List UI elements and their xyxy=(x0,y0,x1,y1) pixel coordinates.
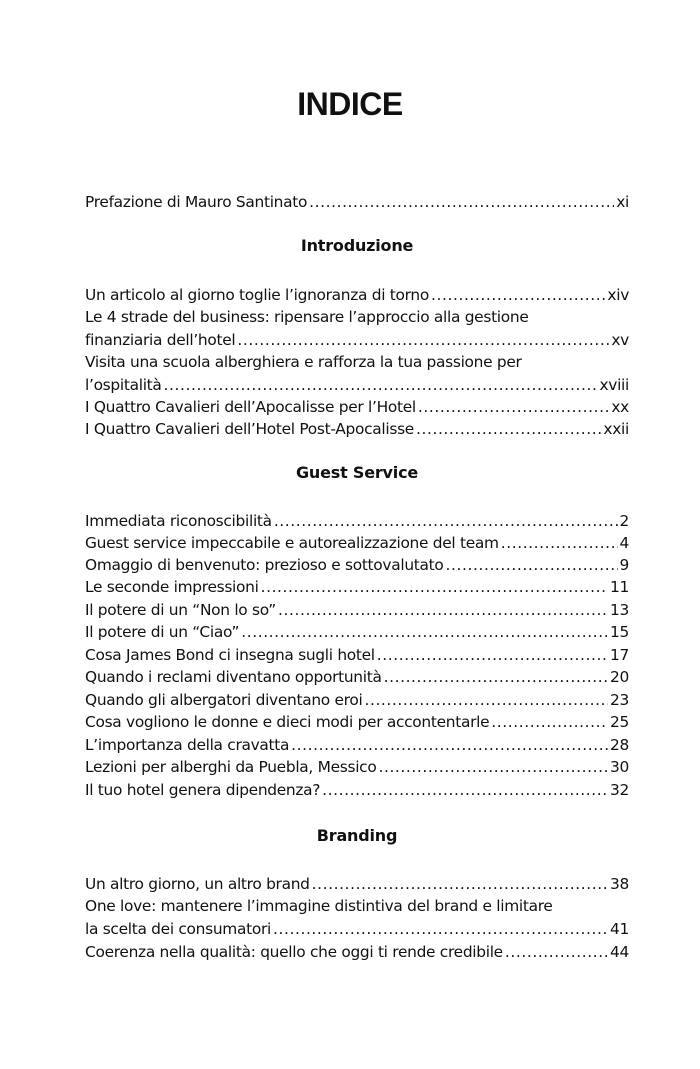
toc-entry-page: xx xyxy=(611,398,629,416)
dot-leader xyxy=(378,756,608,779)
dot-leader xyxy=(416,418,601,441)
section-heading-branding: Branding xyxy=(316,826,398,845)
dot-leader xyxy=(274,510,618,533)
toc-entry-title: Omaggio di benvenuto: prezioso e sottovalutato xyxy=(85,556,444,574)
toc-entry-title: I Quattro Cavalieri dell’Hotel Post-Apocalisse xyxy=(85,420,414,438)
dot-leader xyxy=(491,711,608,734)
toc-entry-title: Le seconde impressioni xyxy=(85,578,259,596)
page-title: INDICE xyxy=(297,86,403,122)
toc-entry-page: 9 xyxy=(619,556,629,574)
toc-entry xyxy=(85,306,629,351)
toc-entry-title: l’ospitalità xyxy=(85,375,162,394)
toc-entry xyxy=(85,599,629,622)
toc-entry-title: Coerenza nella qualità: quello che oggi ti rende credibile xyxy=(85,943,503,961)
toc-entry-page: 23 xyxy=(610,691,629,709)
toc-entry xyxy=(85,756,629,779)
section-heading-introduzione: Introduzione xyxy=(300,236,414,255)
section-heading-guest-service: Guest Service xyxy=(295,463,419,482)
dot-leader xyxy=(377,644,608,667)
dot-leader xyxy=(237,329,609,352)
toc-entry xyxy=(85,532,629,555)
toc-entry xyxy=(85,941,629,964)
toc-entry xyxy=(85,895,629,940)
toc-entry-title: la scelta dei consumatori xyxy=(85,919,271,938)
toc-entry-title: I Quattro Cavalieri dell’Apocalisse per l’Hotel xyxy=(85,398,416,416)
toc-entry-title: Il potere di un “Ciao” xyxy=(85,623,240,641)
toc-entry-page: 32 xyxy=(610,781,629,799)
toc-entry xyxy=(85,711,629,734)
dot-leader xyxy=(309,191,614,214)
dot-leader xyxy=(505,941,608,964)
toc-entry-page: 30 xyxy=(610,758,629,776)
toc-entry-page: 28 xyxy=(610,736,629,754)
toc-entry-title: Quando i reclami diventano opportunità xyxy=(85,668,382,686)
toc-entry-page: xxii xyxy=(603,420,629,438)
toc-entry-title: Cosa James Bond ci insegna sugli hotel xyxy=(85,646,375,664)
toc-entry-page: 41 xyxy=(610,919,629,938)
toc-entry xyxy=(85,644,629,667)
toc-entry-page: 15 xyxy=(610,623,629,641)
toc-entry-title-line: Le 4 strade del business: ripensare l’approccio alla gestione xyxy=(85,308,529,326)
toc-entry-preface xyxy=(85,191,629,214)
dot-leader xyxy=(364,689,608,712)
toc-entry-title: finanziaria dell’hotel xyxy=(85,330,236,349)
toc-entry-title: Immediata riconoscibilità xyxy=(85,512,272,530)
toc-entry-title: Cosa vogliono le donne e dieci modi per accontentarle xyxy=(85,713,490,731)
toc-entry-page: 20 xyxy=(610,668,629,686)
toc-entry-page: 4 xyxy=(619,534,629,552)
toc-entry xyxy=(85,396,629,419)
toc-entry xyxy=(85,351,629,396)
dot-leader xyxy=(312,873,608,896)
toc-entry-title: Prefazione di Mauro Santinato xyxy=(85,193,308,211)
toc-entry-page: 38 xyxy=(610,875,629,893)
toc-entry-title: Il tuo hotel genera dipendenza? xyxy=(85,781,321,799)
toc-entry-page: xv xyxy=(611,330,629,349)
toc-entry-page: 25 xyxy=(610,713,629,731)
toc-entry-title: Lezioni per alberghi da Puebla, Messico xyxy=(85,758,377,776)
dot-leader xyxy=(446,554,618,577)
toc-entry xyxy=(85,510,629,533)
toc-entry-page: 11 xyxy=(610,578,629,596)
dot-leader xyxy=(501,532,618,555)
toc-entry-title: Un articolo al giorno toglie l’ignoranza di torno xyxy=(85,286,429,304)
toc-entry-title: Un altro giorno, un altro brand xyxy=(85,875,310,893)
toc-entry-page: 44 xyxy=(610,943,629,961)
toc-entry xyxy=(85,621,629,644)
dot-leader xyxy=(278,599,608,622)
toc-entry-page: xi xyxy=(616,193,629,211)
toc-entry xyxy=(85,873,629,896)
toc-entry xyxy=(85,554,629,577)
toc-entry-page: 13 xyxy=(610,601,629,619)
dot-leader xyxy=(164,374,598,397)
toc-entry-title-line: Visita una scuola alberghiera e rafforza la tua passione per xyxy=(85,353,522,371)
toc-entry-page: xviii xyxy=(599,375,629,394)
dot-leader xyxy=(418,396,610,419)
toc-entry-page: 17 xyxy=(610,646,629,664)
toc-entry-title: Guest service impeccabile e autorealizzazione del team xyxy=(85,534,499,552)
dot-leader xyxy=(241,621,608,644)
toc-entry-title: L’importanza della cravatta xyxy=(85,736,290,754)
dot-leader xyxy=(322,779,608,802)
toc-entry-title-line: One love: mantenere l’immagine distintiva del brand e limitare xyxy=(85,897,553,915)
toc-entry-page: 2 xyxy=(619,512,629,530)
toc-entry-title: Quando gli albergatori diventano eroi xyxy=(85,691,363,709)
toc-entry xyxy=(85,418,629,441)
toc-entry-page: xiv xyxy=(607,286,629,304)
dot-leader xyxy=(431,284,605,307)
dot-leader xyxy=(384,666,608,689)
toc-entry xyxy=(85,734,629,757)
dot-leader xyxy=(291,734,608,757)
toc-entry xyxy=(85,284,629,307)
dot-leader xyxy=(273,918,608,941)
toc-entry xyxy=(85,576,629,599)
toc-entry xyxy=(85,689,629,712)
dot-leader xyxy=(261,576,608,599)
toc-entry-title: Il potere di un “Non lo so” xyxy=(85,601,276,619)
toc-entry xyxy=(85,779,629,802)
toc-entry xyxy=(85,666,629,689)
